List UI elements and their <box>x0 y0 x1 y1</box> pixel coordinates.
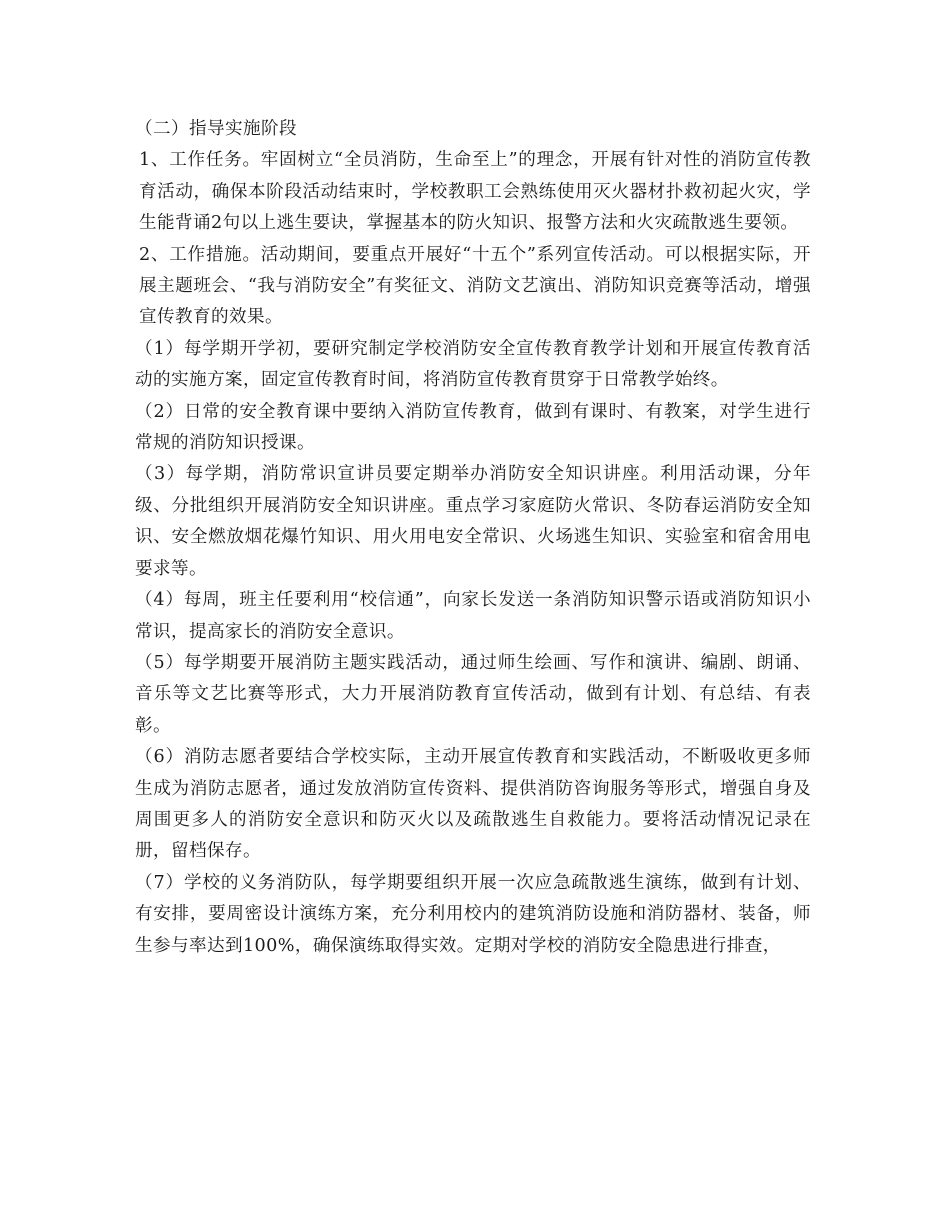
document-body <box>135 114 811 962</box>
paragraph-item-5: （5）每学期要开展消防主题实践活动，通过师生绘画、写作和演讲、编剧、朗诵、音乐等文艺比赛等形式，大力开展消防教育宣传活动，做到有计划、有总结、有表彰。 <box>135 652 811 736</box>
paragraph-item-4: （4）每周，班主任要利用“校信通”，向家长发送一条消防知识警示语或消防知识小常识，提高家长的消防安全意识。 <box>135 590 811 642</box>
paragraph-item-7: （7）学校的义务消防队，每学期要组织开展一次应急疏散逃生演练，做到有计划、有安排，要周密设计演练方案，充分利用校内的建筑消防设施和消防器材、装备，师生参与率达到100%，确保演练取得实效。定期对学校的消防安全隐患进行排查， <box>135 872 811 956</box>
paragraph-work-measures: 2、工作措施。活动期间，要重点开展好“十五个”系列宣传活动。可以根据实际，开展主题班会、“我与消防安全”有奖征文、消防文艺演出、消防知识竞赛等活动，增强宣传教育的效果。 <box>139 244 811 328</box>
section-heading: （二）指导实施阶段 <box>135 119 297 139</box>
paragraph-item-6: （6）消防志愿者要结合学校实际，主动开展宣传教育和实践活动，不断吸收更多师生成为消防志愿者，通过发放消防宣传资料、提供消防咨询服务等形式，增强自身及周围更多人的消防安全意识和防灭火以及疏散逃生自救能力。要将活动情况记录在册，留档保存。 <box>135 747 811 862</box>
paragraph-item-1: （1）每学期开学初，要研究制定学校消防安全宣传教育教学计划和开展宣传教育活动的实施方案，固定宣传教育时间，将消防宣传教育贯穿于日常教学始终。 <box>135 338 811 391</box>
paragraph-work-task: 1、工作任务。牢固树立“全员消防，生命至上”的理念，开展有针对性的消防宣传教育活动，确保本阶段活动结束时，学校教职工会熟练使用灭火器材扑救初起火灾，学生能背诵2句以上逃生要诀，掌握基本的防火知识、报警方法和火灾疏散逃生要领。 <box>139 150 811 234</box>
paragraph-item-2: （2）日常的安全教育课中要纳入消防宣传教育，做到有课时、有教案，对学生进行常规的消防知识授课。 <box>135 401 811 454</box>
paragraph-item-3: （3）每学期，消防常识宣讲员要定期举办消防安全知识讲座。利用活动课，分年级、分批组织开展消防安全知识讲座。重点学习家庭防火常识、冬防春运消防安全知识、安全燃放烟花爆竹知识、用火用电安全常识、火场逃生知识、实验室和宿舍用电要求等。 <box>135 464 811 579</box>
